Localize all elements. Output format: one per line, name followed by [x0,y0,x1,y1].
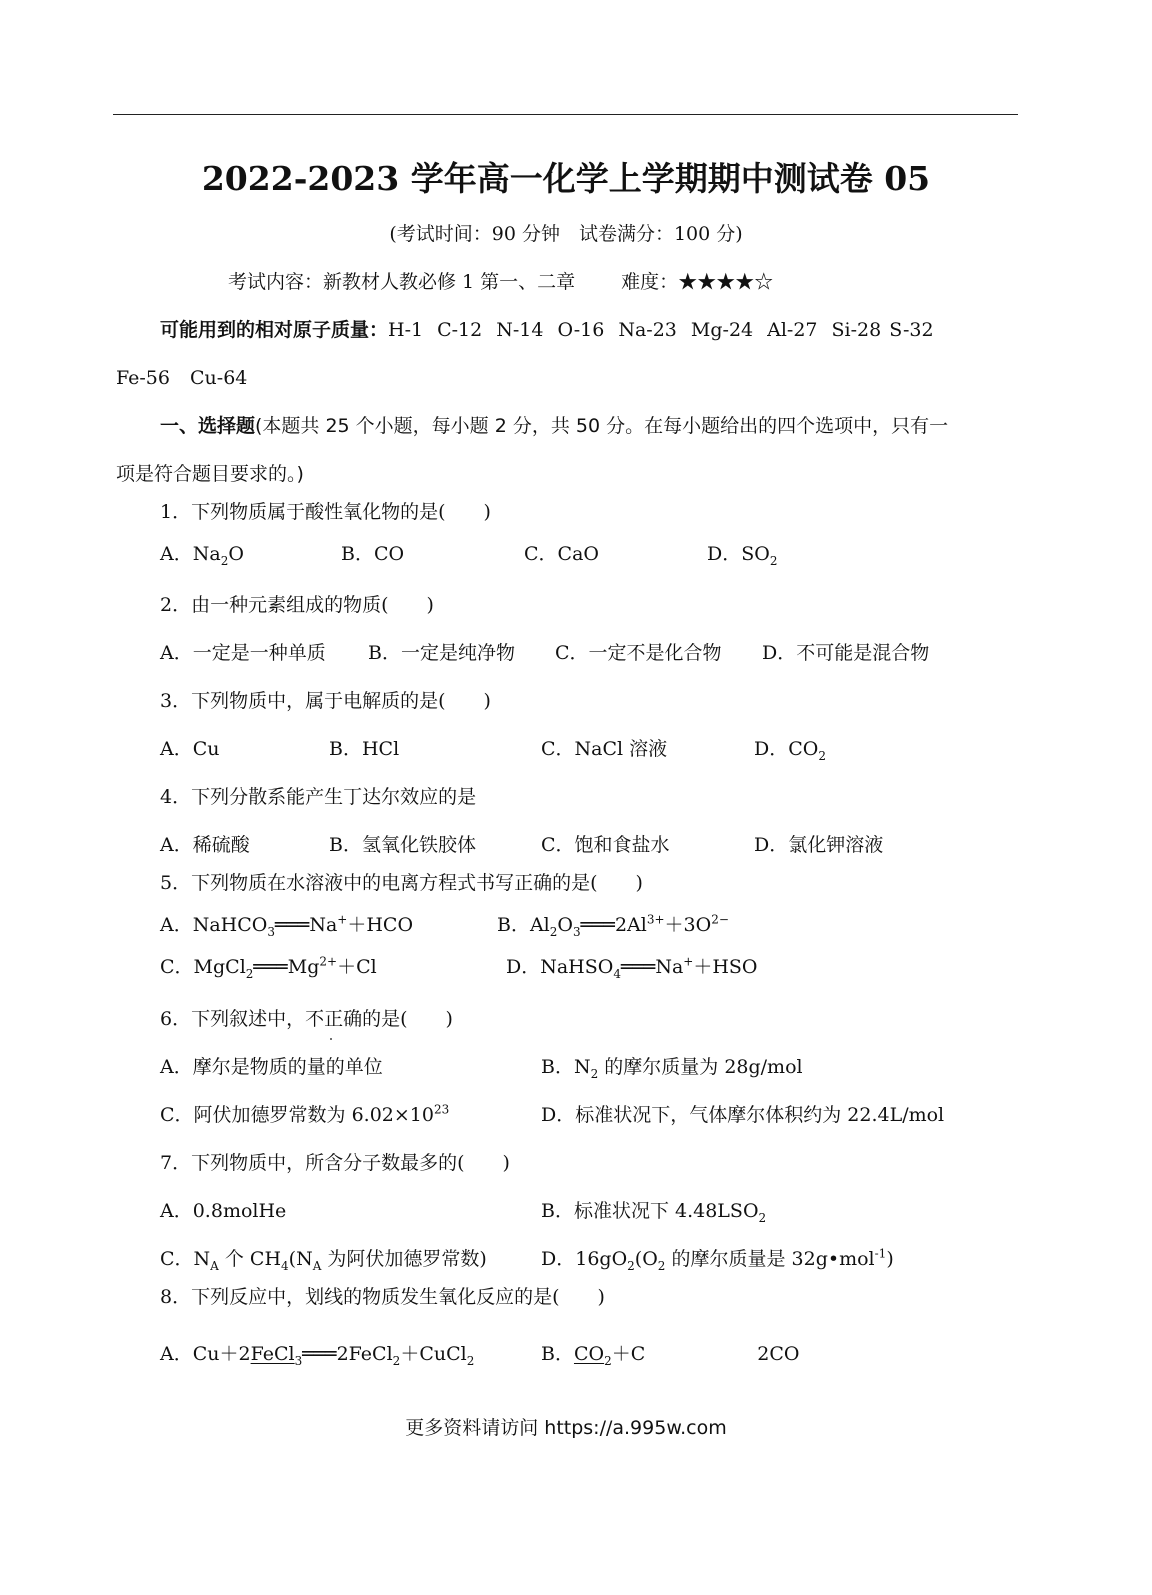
difficulty-label: 难度： [621,271,679,293]
question-5-option-b: B．$Al_2O_3═══2Al^{3+}+3O^{2-}$ [497,912,729,939]
question-1-stem: 1．下列物质属于酸性氧化物的是( ) [160,501,491,523]
question-5-option-d: D．NaHSO$_4$═══Na+＋HSO [506,954,758,981]
question-6-option-b: B．$N_2$ 的摩尔质量为 28g/mol [541,1056,803,1081]
question-3-option-a: A．Cu [160,738,220,760]
emphasis-dot [330,1038,332,1040]
question-6-option-d: D．标准状况下，气体摩尔体积约为 22.4L/mol [541,1104,945,1126]
atomic-mass-item: Cu-64 [190,367,248,389]
top-rule [113,114,1018,115]
exam-time-info: (考试时间：90 分钟 试卷满分：100 分) [389,223,743,245]
question-6-option-c: C．阿伏加德罗常数为 $6.02\times 10^{23}$ [160,1102,450,1126]
question-2-stem: 2．由一种元素组成的物质( ) [160,594,434,616]
question-1-option-c: C．CaO [524,543,599,565]
question-6-stem: 6．下列叙述中，不正确的是( ) [160,1008,453,1030]
question-1-option-d: D．$SO_2$ [707,543,778,568]
question-3-option-c: C．NaCl 溶液 [541,738,668,760]
question-6-option-a: A．摩尔是物质的量的单位 [160,1056,383,1078]
atomic-mass-item: Fe-56 [116,367,170,389]
section-instruction: (本题共 25 个小题，每小题 2 分，共 50 分。在每小题给出的四个选项中，只有一 [255,415,949,437]
exam-content: 考试内容：新教材人教必修 1 第一、二章 [228,271,576,293]
section-heading-line [160,414,948,438]
page-title: 2022-2023 学年高一化学上学期期中测试卷 05 [201,159,931,198]
question-3-stem: 3．下列物质中，属于电解质的是( ) [160,690,491,712]
question-7-option-d: D．$16gO_2(O_2$ 的摩尔质量是 32g•mol$^{-1}$) [541,1246,894,1273]
question-5-option-a: A．NaHCO$_3$═══Na+＋HCO [160,912,414,939]
question-3-option-d: D．$CO_2$ [754,738,826,763]
question-2-option-a: A．一定是一种单质 [160,642,326,664]
question-4-option-b: B．氢氧化铁胶体 [329,834,476,856]
atomic-mass-item: H-1 [388,319,424,341]
section-instruction-cont: 项是符合题目要求的。) [116,463,304,485]
section-heading: 一、选择题 [160,415,256,437]
exam-content-line [228,270,773,294]
atomic-mass-item: Al-27 [767,319,818,341]
question-4-stem: 4．下列分散系能产生丁达尔效应的是 [160,786,477,808]
atomic-mass-line-2 [116,366,247,390]
question-2-option-b: B．一定是纯净物 [368,642,515,664]
question-7-option-b: B．标准状况下 $4.48LSO_2$ [541,1200,767,1225]
difficulty-stars: ★★★★☆ [678,271,774,293]
question-2-option-d: D．不可能是混合物 [762,642,930,664]
question-8-option-b: B．$CO_2+C$ 2CO [541,1343,800,1368]
atomic-mass-item: O-16 [557,319,605,341]
atomic-mass-item: N-14 [496,319,544,341]
atomic-mass-item: Si-28 [831,319,882,341]
question-4-option-c: C．饱和食盐水 [541,834,670,856]
atomic-mass-line [160,318,934,342]
question-7-option-c: C．$N_A$ 个 $CH_4(N_A$ 为阿伏加德罗常数) [160,1248,487,1273]
footer-link[interactable]: 更多资料请访问 https://a.995w.com [405,1417,727,1439]
atomic-mass-item: S-32 [889,319,934,341]
question-8-stem: 8．下列反应中，划线的物质发生氧化反应的是( ) [160,1286,605,1308]
atomic-mass-label: 可能用到的相对原子质量： [160,319,389,341]
question-4-option-a: A．稀硫酸 [160,834,250,856]
question-1-option-b: B．CO [341,543,405,565]
question-5-stem: 5．下列物质在水溶液中的电离方程式书写正确的是( ) [160,872,643,894]
atomic-mass-item: C-12 [437,319,483,341]
question-5-option-c: C．$MgCl_2═══Mg^{2+}+Cl$ [160,954,377,981]
question-2-option-c: C．一定不是化合物 [555,642,722,664]
atomic-mass-item: Na-23 [618,319,677,341]
question-8-option-a: A．Cu＋2FeCl$_3$═══2FeCl$_2$＋CuCl$_2$ [160,1343,475,1368]
question-4-option-d: D．氯化钾溶液 [754,834,884,856]
question-7-stem: 7．下列物质中，所含分子数最多的( ) [160,1152,510,1174]
question-3-option-b: B．HCl [329,738,400,760]
atomic-mass-item: Mg-24 [690,319,754,341]
question-1-option-a: A．$Na_2O$ [160,543,244,568]
question-7-option-a: A．0.8molHe [160,1200,287,1222]
